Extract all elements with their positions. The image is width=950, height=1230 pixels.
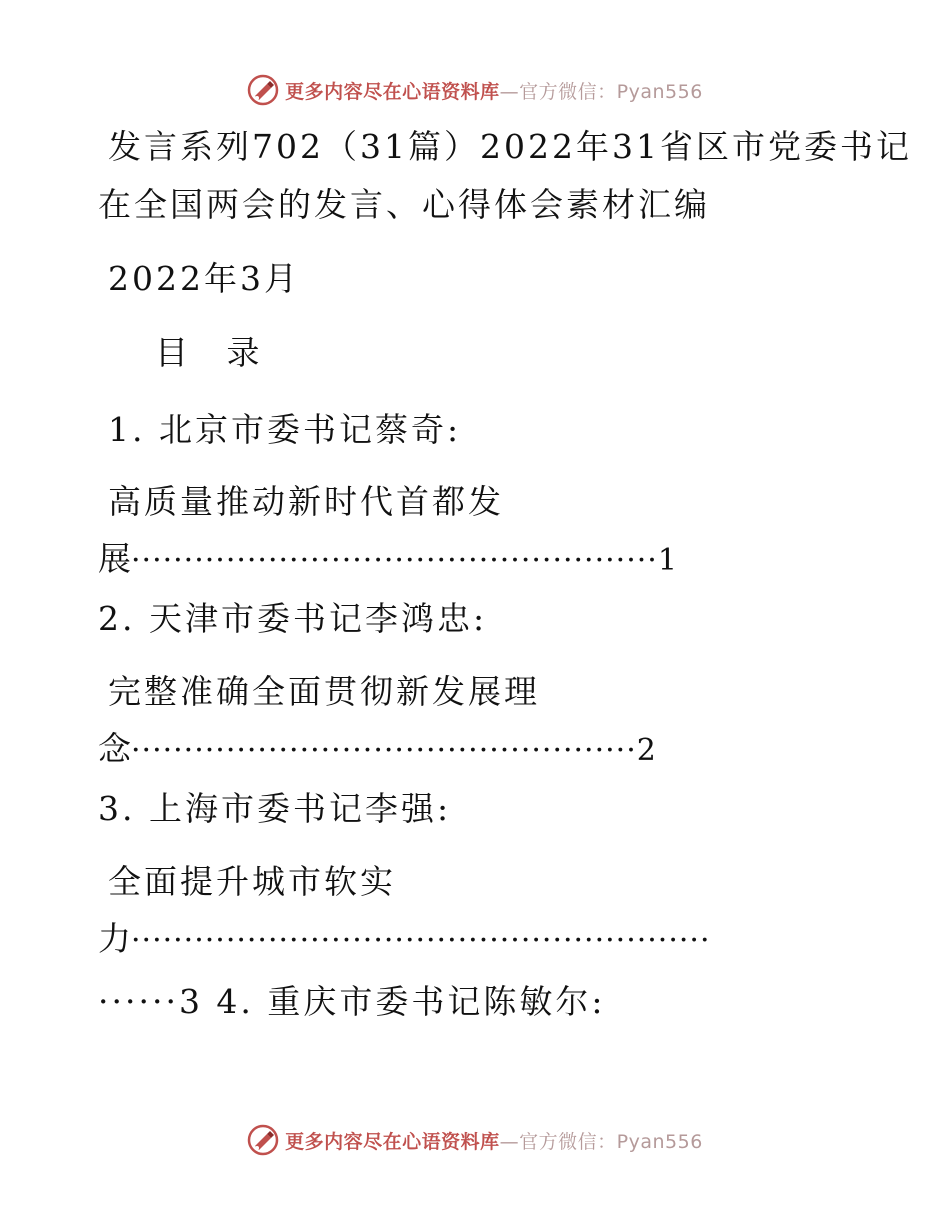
toc-entry-2-heading: 2. 天津市委书记李鸿忠: <box>98 599 488 638</box>
toc-heading: 目 录 <box>155 333 274 372</box>
pen-nib-logo-icon <box>247 74 279 106</box>
banner-text <box>285 77 703 104</box>
toc-entry-2-page: 2 <box>636 733 656 768</box>
document-date: 2022年3月 <box>108 259 300 298</box>
toc-entry-3-heading: 3. 上海市委书记李强: <box>98 789 452 828</box>
banner-brand: 更多内容尽在心语资料库 <box>285 1130 500 1153</box>
document-title-line1: 发言系列702（31篇）2022年31省区市党委书记 <box>108 127 912 166</box>
toc-entry-2-leader <box>98 729 656 771</box>
toc-entry-continuation: ······3 4. 重庆市委书记陈敏尔: <box>98 982 606 1021</box>
document-title-line2: 在全国两会的发言、心得体会素材汇编 <box>98 185 710 224</box>
toc-entry-1-title: 高质量推动新时代首都发 <box>108 482 504 521</box>
banner-contact: 官方微信：Pyan556 <box>519 80 703 103</box>
banner-brand: 更多内容尽在心语资料库 <box>285 80 500 103</box>
header-banner <box>0 70 950 110</box>
banner-dash: — <box>499 1130 520 1153</box>
toc-entry-1-page: 1 <box>657 543 677 578</box>
toc-entry-1-heading: 1. 北京市委书记蔡奇: <box>108 410 462 449</box>
toc-entry-2-dots: ················································ <box>131 733 637 768</box>
banner-contact: 官方微信：Pyan556 <box>519 1130 703 1153</box>
footer-banner <box>0 1120 950 1160</box>
banner-dash: — <box>499 80 520 103</box>
pen-nib-logo-icon <box>247 1124 279 1156</box>
toc-entry-3-title-end: 力 <box>98 919 131 958</box>
toc-entry-2-title: 完整准确全面贯彻新发展理 <box>108 672 540 711</box>
toc-entry-3-leader <box>98 919 711 961</box>
toc-entry-3-dots: ······················································· <box>131 923 711 958</box>
toc-entry-1-leader <box>98 539 677 581</box>
toc-entry-3-title: 全面提升城市软实 <box>108 862 396 901</box>
toc-entry-1-title-end: 展 <box>98 539 131 578</box>
toc-entry-1-dots: ·················································· <box>131 543 658 578</box>
banner-text <box>285 1127 703 1154</box>
toc-entry-2-title-end: 念 <box>98 729 131 768</box>
